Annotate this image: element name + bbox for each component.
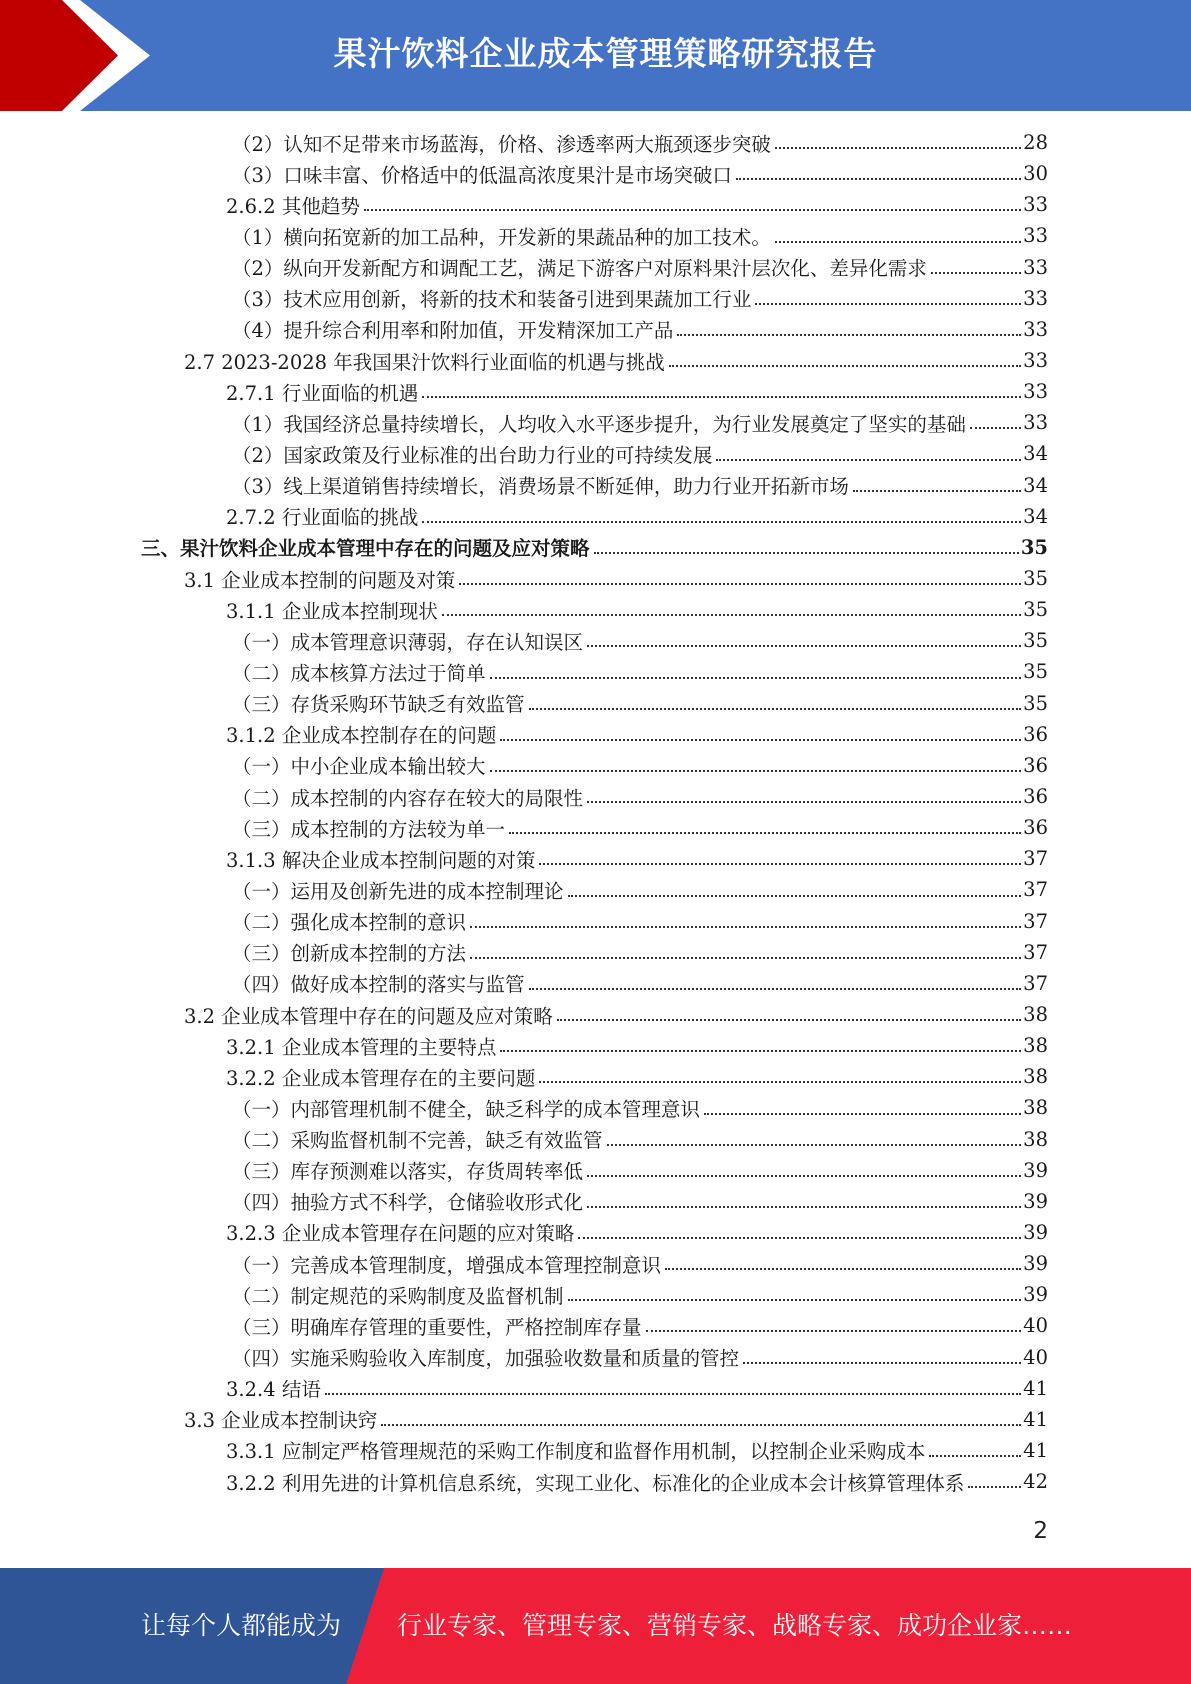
toc-entry-title: （3）线上渠道销售持续增长，消费场景不断延伸，助力行业开拓新市场 (232, 475, 849, 499)
toc-entry-title: （四）抽验方式不科学，仓储验收形式化 (232, 1191, 584, 1215)
toc-entry[interactable] (0, 688, 1191, 719)
toc-entry[interactable] (0, 719, 1191, 750)
toc-dot-leader (490, 769, 1022, 772)
toc-entry[interactable] (0, 1155, 1191, 1186)
report-footer (0, 1568, 1191, 1684)
toc-entry-page: 28 (1023, 131, 1048, 155)
toc-entry[interactable] (0, 1435, 1191, 1466)
toc-entry-title: （三）成本控制的方法较为单一 (232, 817, 506, 841)
toc-entry-page: 38 (1023, 1065, 1048, 1089)
toc-entry[interactable] (0, 1217, 1191, 1248)
toc-entry-title: （四）实施采购验收入库制度，加强验收数量和质量的管控 (232, 1347, 740, 1371)
toc-entry[interactable] (0, 532, 1191, 563)
toc-entry-page: 37 (1023, 971, 1048, 995)
toc-dot-leader (557, 1018, 1021, 1021)
toc-dot-leader (594, 551, 1019, 554)
toc-entry[interactable] (0, 1279, 1191, 1310)
toc-entry-page: 35 (1023, 598, 1048, 622)
toc-entry-title: （一）中小企业成本输出较大 (232, 755, 486, 779)
toc-entry-title: 3.1 企业成本控制的问题及对策 (184, 568, 456, 592)
toc-entry-title: （3）技术应用创新，将新的技术和装备引进到果蔬加工行业 (232, 288, 752, 312)
toc-dot-leader (539, 862, 1021, 865)
toc-entry-title: 2.7.1 行业面临的机遇 (226, 381, 419, 405)
toc-dot-leader (775, 240, 1021, 243)
toc-entry-title: 3.2.2 企业成本管理存在的主要问题 (226, 1066, 536, 1090)
toc-entry[interactable] (0, 376, 1191, 407)
toc-entry[interactable] (0, 625, 1191, 656)
toc-entry-page: 36 (1023, 816, 1048, 840)
toc-entry[interactable] (0, 906, 1191, 937)
toc-dot-leader (587, 644, 1021, 647)
toc-entry[interactable] (0, 283, 1191, 314)
toc-entry-page: 35 (1023, 629, 1048, 653)
toc-entry-page: 36 (1023, 753, 1048, 777)
toc-entry[interactable] (0, 874, 1191, 905)
toc-entry[interactable] (0, 563, 1191, 594)
toc-entry[interactable] (0, 1186, 1191, 1217)
toc-entry-title: 3.2.4 结语 (226, 1378, 321, 1402)
toc-entry-title: （1）我国经济总量持续增长，人均收入水平逐步提升，为行业发展奠定了坚实的基础 (232, 412, 966, 436)
toc-entry-title: （三）明确库存管理的重要性，严格控制库存量 (232, 1315, 642, 1339)
toc-entry[interactable] (0, 189, 1191, 220)
toc-dot-leader (325, 1392, 1021, 1395)
toc-entry[interactable] (0, 345, 1191, 376)
toc-entry-title: （三）库存预测难以落实，存货周转率低 (232, 1160, 584, 1184)
toc-entry-page: 34 (1023, 442, 1048, 466)
toc-entry-title: （3）口味丰富、价格适中的低温高浓度果汁是市场突破口 (232, 163, 732, 187)
toc-entry-title: 3.1.2 企业成本控制存在的问题 (226, 724, 497, 748)
toc-entry[interactable] (0, 750, 1191, 781)
toc-dot-leader (470, 956, 1021, 959)
toc-entry[interactable] (0, 1310, 1191, 1341)
toc-dot-leader (470, 925, 1021, 928)
toc-entry[interactable] (0, 1092, 1191, 1123)
toc-entry-title: （二）成本控制的内容存在较大的局限性 (232, 786, 584, 810)
toc-entry-page: 33 (1023, 380, 1048, 404)
toc-entry[interactable] (0, 594, 1191, 625)
toc-dot-leader (490, 676, 1022, 679)
toc-entry-page: 41 (1023, 1376, 1048, 1400)
toc-entry-title: （二）采购监督机制不完善，缺乏有效监管 (232, 1129, 603, 1153)
toc-entry[interactable] (0, 1061, 1191, 1092)
toc-entry-page: 34 (1023, 473, 1048, 497)
toc-entry-page: 41 (1023, 1407, 1048, 1431)
toc-entry-title: （4）提升综合利用率和附加值，开发精深加工产品 (232, 319, 674, 343)
toc-entry-title: （一）成本管理意识薄弱，存在认知误区 (232, 630, 584, 654)
toc-entry-page: 38 (1023, 1127, 1048, 1151)
toc-entry-title: （三）创新成本控制的方法 (232, 942, 467, 966)
toc-entry-page: 39 (1023, 1220, 1048, 1244)
toc-entry[interactable] (0, 781, 1191, 812)
toc-entry-title: 3.1.1 企业成本控制现状 (226, 599, 438, 623)
toc-dot-leader (529, 987, 1022, 990)
toc-entry-title: 2.6.2 其他趋势 (226, 194, 360, 218)
toc-entry-title: 3.3.1 应制定严格管理规范的采购工作制度和监督作用机制，以控制企业采购成本 (226, 1440, 926, 1464)
toc-entry-page: 33 (1023, 224, 1048, 248)
toc-entry-title: （2）国家政策及行业标准的出台助力行业的可持续发展 (232, 443, 713, 467)
toc-entry[interactable] (0, 812, 1191, 843)
toc-entry[interactable] (0, 501, 1191, 532)
toc-dot-leader (587, 1205, 1021, 1208)
toc-dot-leader (578, 1236, 1021, 1239)
toc-dot-leader (704, 1112, 1021, 1115)
toc-entry-page: 37 (1023, 909, 1048, 933)
toc-entry[interactable] (0, 999, 1191, 1030)
toc-entry-page: 33 (1023, 193, 1048, 217)
table-of-contents (0, 127, 1191, 1497)
toc-dot-leader (587, 1174, 1021, 1177)
toc-entry-page: 42 (1023, 1470, 1048, 1494)
toc-entry[interactable] (0, 1248, 1191, 1279)
toc-entry-page: 38 (1023, 1034, 1048, 1058)
toc-dot-leader (529, 707, 1022, 710)
toc-entry-page: 33 (1023, 317, 1048, 341)
toc-dot-leader (743, 1361, 1021, 1364)
toc-dot-leader (364, 208, 1021, 211)
toc-dot-leader (459, 582, 1021, 585)
toc-dot-leader (716, 458, 1021, 461)
toc-dot-leader (587, 800, 1021, 803)
toc-dot-leader (500, 738, 1021, 741)
toc-entry-title: （一）完善成本管理制度，增强成本管理控制意识 (232, 1253, 662, 1277)
toc-entry-title: （四）做好成本控制的落实与监管 (232, 973, 525, 997)
toc-entry[interactable] (0, 968, 1191, 999)
toc-entry[interactable] (0, 407, 1191, 438)
toc-entry-title: （二）强化成本控制的意识 (232, 911, 467, 935)
toc-entry-title: 2.7.2 行业面临的挑战 (226, 506, 419, 530)
toc-entry-page: 37 (1023, 940, 1048, 964)
toc-dot-leader (568, 894, 1022, 897)
toc-entry[interactable] (0, 220, 1191, 251)
toc-entry-page: 35 (1023, 691, 1048, 715)
toc-dot-leader (970, 426, 1021, 429)
toc-dot-leader (736, 177, 1021, 180)
toc-entry-title: （三）存货采购环节缺乏有效监管 (232, 693, 525, 717)
toc-dot-leader (968, 1485, 1021, 1488)
toc-entry[interactable] (0, 1466, 1191, 1497)
toc-entry-page: 38 (1023, 1096, 1048, 1120)
toc-dot-leader (442, 613, 1021, 616)
toc-entry[interactable] (0, 656, 1191, 687)
toc-entry-page: 37 (1023, 878, 1048, 902)
toc-entry-title: 2.7 2023-2028 年我国果汁饮料行业面临的机遇与挑战 (184, 350, 665, 374)
toc-entry[interactable] (0, 1404, 1191, 1435)
toc-entry-page: 35 (1023, 567, 1048, 591)
toc-dot-leader (500, 1049, 1021, 1052)
toc-entry-page: 39 (1023, 1158, 1048, 1182)
toc-entry-title: （一）内部管理机制不健全，缺乏科学的成本管理意识 (232, 1097, 701, 1121)
toc-entry[interactable] (0, 438, 1191, 469)
toc-entry-page: 41 (1023, 1438, 1048, 1462)
toc-entry-title: 3.2.3 企业成本管理存在问题的应对策略 (226, 1222, 575, 1246)
toc-dot-leader (929, 1454, 1021, 1457)
toc-entry-title: 三、果汁饮料企业成本管理中存在的问题及应对策略 (141, 537, 590, 561)
toc-entry-title: 3.2.1 企业成本管理的主要特点 (226, 1035, 497, 1059)
toc-dot-leader (931, 271, 1021, 274)
toc-dot-leader (381, 1423, 1021, 1426)
toc-entry[interactable] (0, 158, 1191, 189)
toc-dot-leader (755, 302, 1021, 305)
toc-entry[interactable] (0, 127, 1191, 158)
toc-dot-leader (568, 1298, 1022, 1301)
toc-entry-page: 39 (1023, 1283, 1048, 1307)
toc-dot-leader (677, 333, 1021, 336)
toc-dot-leader (509, 831, 1021, 834)
toc-entry-title: 3.3 企业成本控制诀窍 (184, 1409, 378, 1433)
toc-entry-title: （2）纵向开发新配方和调配工艺，满足下游客户对原料果汁层次化、差异化需求 (232, 257, 927, 281)
toc-dot-leader (607, 1143, 1022, 1146)
toc-entry-page: 30 (1023, 162, 1048, 186)
toc-entry-page: 33 (1023, 411, 1048, 435)
footer-slogan-left: 让每个人都能成为 (141, 1611, 342, 1640)
toc-entry[interactable] (0, 1341, 1191, 1372)
toc-dot-leader (665, 1267, 1021, 1270)
toc-entry[interactable] (0, 843, 1191, 874)
toc-dot-leader (422, 520, 1021, 523)
toc-entry[interactable] (0, 937, 1191, 968)
toc-entry-title: （一）运用及创新先进的成本控制理论 (232, 879, 564, 903)
toc-entry-title: 3.2 企业成本管理中存在的问题及应对策略 (184, 1004, 553, 1028)
toc-entry[interactable] (0, 252, 1191, 283)
report-header (0, 0, 1191, 111)
report-title: 果汁饮料企业成本管理策略研究报告 (333, 34, 878, 73)
toc-entry-page: 39 (1023, 1189, 1048, 1213)
toc-entry-title: （2）认知不足带来市场蓝海，价格、渗透率两大瓶颈逐步突破 (232, 132, 771, 156)
toc-entry-page: 38 (1023, 1003, 1048, 1026)
toc-entry-page: 39 (1023, 1252, 1048, 1276)
toc-entry-page: 33 (1023, 255, 1048, 279)
toc-entry-page: 37 (1023, 847, 1048, 871)
toc-entry-title: （二）制定规范的采购制度及监督机制 (232, 1284, 564, 1308)
toc-entry[interactable] (0, 1373, 1191, 1404)
toc-dot-leader (539, 1080, 1021, 1083)
page-number: 2 (1033, 1518, 1048, 1544)
toc-entry-title: （二）成本核算方法过于简单 (232, 661, 486, 685)
toc-entry[interactable] (0, 314, 1191, 345)
toc-entry-page: 40 (1023, 1345, 1048, 1369)
toc-dot-leader (422, 395, 1021, 398)
toc-entry-title: 3.1.3 解决企业成本控制问题的对策 (226, 848, 536, 872)
toc-entry-page: 36 (1023, 785, 1048, 809)
toc-entry[interactable] (0, 1030, 1191, 1061)
toc-entry[interactable] (0, 1124, 1191, 1155)
toc-entry-page: 36 (1023, 722, 1048, 746)
toc-dot-leader (669, 364, 1021, 367)
toc-entry-page: 33 (1023, 286, 1048, 310)
toc-entry-page: 35 (1023, 660, 1048, 684)
toc-entry-page: 33 (1023, 349, 1048, 373)
toc-dot-leader (853, 489, 1021, 492)
toc-entry-title: 3.2.2 利用先进的计算机信息系统，实现工业化、标准化的企业成本会计核算管理体系 (226, 1471, 965, 1495)
toc-entry-page: 35 (1020, 535, 1048, 559)
toc-entry-page: 40 (1023, 1314, 1048, 1338)
toc-entry-page: 34 (1023, 504, 1048, 528)
toc-dot-leader (646, 1329, 1022, 1332)
toc-entry[interactable] (0, 470, 1191, 501)
toc-entry-title: （1）横向拓宽新的加工品种，开发新的果蔬品种的加工技术。 (232, 225, 771, 249)
toc-dot-leader (775, 146, 1021, 149)
footer-slogan-right: 行业专家、管理专家、营销专家、战略专家、成功企业家…… (397, 1611, 1073, 1640)
